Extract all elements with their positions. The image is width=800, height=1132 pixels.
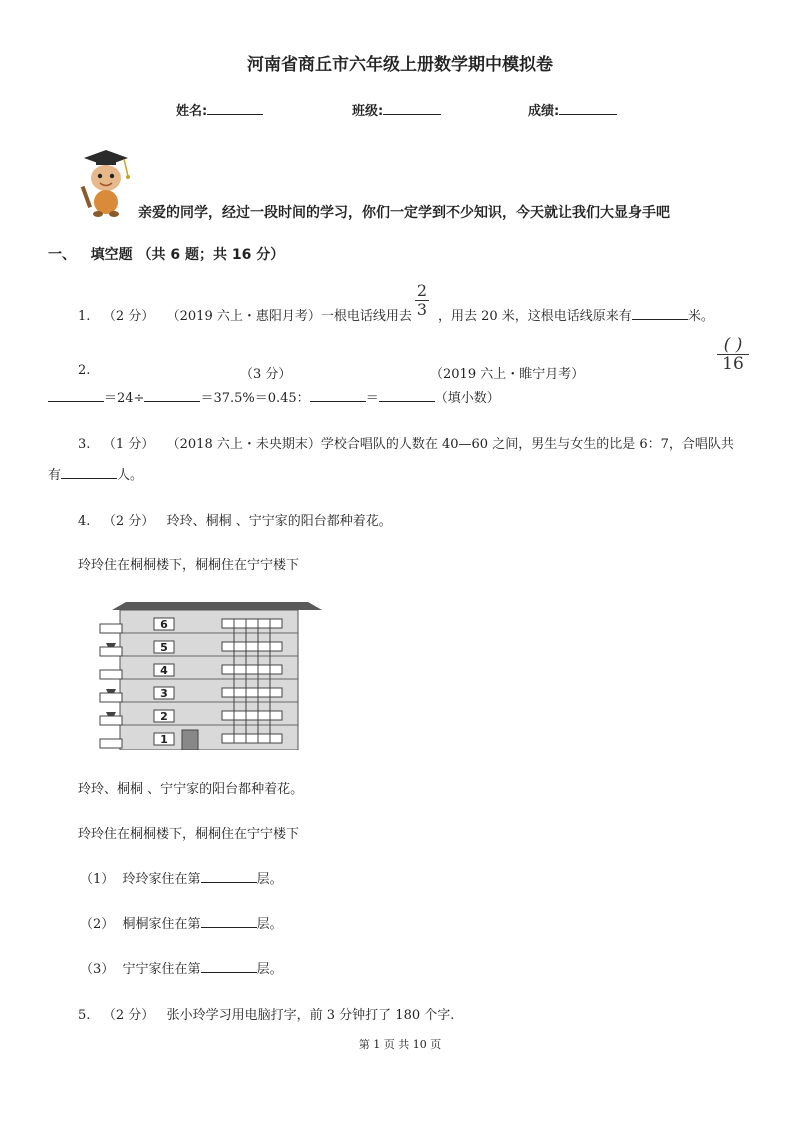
greeting-text: 亲爱的同学，经过一段时间的学习，你们一定学到不少知识，今天就让我们大显身手吧: [138, 205, 670, 221]
q2-blank-4[interactable]: [379, 389, 435, 402]
page-title: 河南省商丘市六年级上册数学期中模拟卷: [247, 55, 553, 75]
q3-line2-after: 人。: [117, 468, 144, 483]
q2-part-4: （填小数）: [434, 391, 500, 406]
name-blank[interactable]: [207, 102, 263, 115]
q4-text: 玲玲、桐桐 、宁宁家的阳台都种着花。: [166, 514, 392, 529]
score-label: 成绩:: [528, 104, 560, 119]
q4-sub-2-before: 桐桐家住在第: [122, 917, 201, 932]
mascot-icon: [74, 146, 136, 218]
question-1: [78, 305, 412, 324]
q3-line2-before: 有: [48, 468, 62, 483]
q4-sub-3-after: 层。: [256, 962, 283, 977]
q2-part-1: ＝24÷: [104, 391, 145, 406]
class-field[interactable]: [352, 100, 441, 119]
q1-text-after: ，用去 20 米，这根电话线原来有: [438, 309, 632, 324]
floor-label-2: 2: [160, 710, 168, 723]
question-3-line2: [48, 464, 143, 483]
q4-number: 4.: [78, 514, 91, 529]
q5-number: 5.: [78, 1008, 91, 1023]
question-5: [78, 1004, 454, 1023]
question-2-line: [48, 387, 500, 406]
q2-blank-2[interactable]: [144, 389, 200, 402]
q1-score: （2 分）: [102, 309, 155, 324]
q4-sub-1: [80, 868, 283, 887]
name-field[interactable]: [176, 100, 263, 119]
q4-sub-3: [80, 958, 283, 977]
q3-number: 3.: [78, 437, 91, 452]
q2-source: （2019 六上・睢宁月考）: [430, 367, 585, 382]
q2-blank-1[interactable]: [48, 389, 104, 402]
page-footer: 第 1 页 共 10 页: [358, 1038, 442, 1051]
section-title: 填空题 （共 6 题；共 16 分）: [90, 247, 285, 263]
q1-answer-blank[interactable]: [632, 307, 688, 320]
q3-text: （2018 六上・未央期末）学校合唱队的人数在 40—60 之间，男生与女生的比是 6：7，合唱队共: [166, 437, 734, 452]
q4-sub-3-before: 宁宁家住在第: [122, 962, 201, 977]
building-figure: [98, 598, 324, 750]
q2-number: 2.: [78, 363, 91, 378]
q2-part-2: ＝37.5%＝0.45：: [200, 391, 310, 406]
section-label: 一、: [48, 247, 76, 263]
q4-sub-2-num: （2）: [80, 917, 115, 932]
q4-sub-2-after: 层。: [256, 917, 283, 932]
q4-hint-repeat: 玲玲住在桐桐楼下，桐桐住在宁宁楼下: [78, 827, 300, 842]
floor-label-1: 1: [160, 733, 168, 746]
class-label: 班级:: [352, 104, 384, 119]
q4-sub-2-blank[interactable]: [201, 915, 257, 928]
q2-fraction-numerator: ( ): [723, 335, 743, 355]
q1-unit: 米。: [687, 309, 714, 324]
q2-part-3: ＝: [365, 391, 379, 406]
question-4: [78, 510, 392, 529]
q4-sub-3-blank[interactable]: [201, 960, 257, 973]
q4-sub-1-num: （1）: [80, 872, 115, 887]
name-label: 姓名:: [176, 104, 208, 119]
section-heading: [48, 244, 284, 264]
q5-score: （2 分）: [102, 1008, 155, 1023]
score-blank[interactable]: [559, 102, 617, 115]
q3-score: （1 分）: [102, 437, 155, 452]
q4-sub-2: [80, 913, 283, 932]
q4-hint: 玲玲住在桐桐楼下，桐桐住在宁宁楼下: [78, 558, 300, 573]
q4-sub-3-num: （3）: [80, 962, 115, 977]
q1-fraction-numerator: 2: [416, 281, 428, 300]
floor-label-5: 5: [160, 641, 168, 654]
q3-answer-blank[interactable]: [61, 466, 117, 479]
q4-text-repeat: 玲玲、桐桐 、宁宁家的阳台都种着花。: [78, 782, 304, 797]
q5-text: 张小玲学习用电脑打字，前 3 分钟打了 180 个字.: [166, 1008, 455, 1023]
q4-score: （2 分）: [102, 514, 155, 529]
q1-fraction: [412, 283, 432, 318]
question-1-cont: [438, 305, 714, 324]
q1-fraction-denominator: 3: [416, 300, 428, 319]
floor-label-3: 3: [160, 687, 168, 700]
q1-number: 1.: [78, 309, 91, 324]
class-blank[interactable]: [383, 102, 441, 115]
floor-label-4: 4: [160, 664, 168, 677]
q4-sub-1-before: 玲玲家住在第: [122, 872, 201, 887]
q2-blank-3[interactable]: [310, 389, 366, 402]
floor-label-6: 6: [160, 618, 168, 631]
q2-score: （3 分）: [240, 367, 292, 382]
q4-sub-1-blank[interactable]: [201, 870, 257, 883]
q1-text-before: （2019 六上・惠阳月考）一根电话线用去: [166, 309, 412, 324]
score-field[interactable]: [528, 100, 617, 119]
q2-fraction-denominator: 16: [722, 354, 744, 374]
q2-fraction: [716, 336, 750, 373]
q4-sub-1-after: 层。: [256, 872, 283, 887]
question-3: [78, 433, 734, 452]
